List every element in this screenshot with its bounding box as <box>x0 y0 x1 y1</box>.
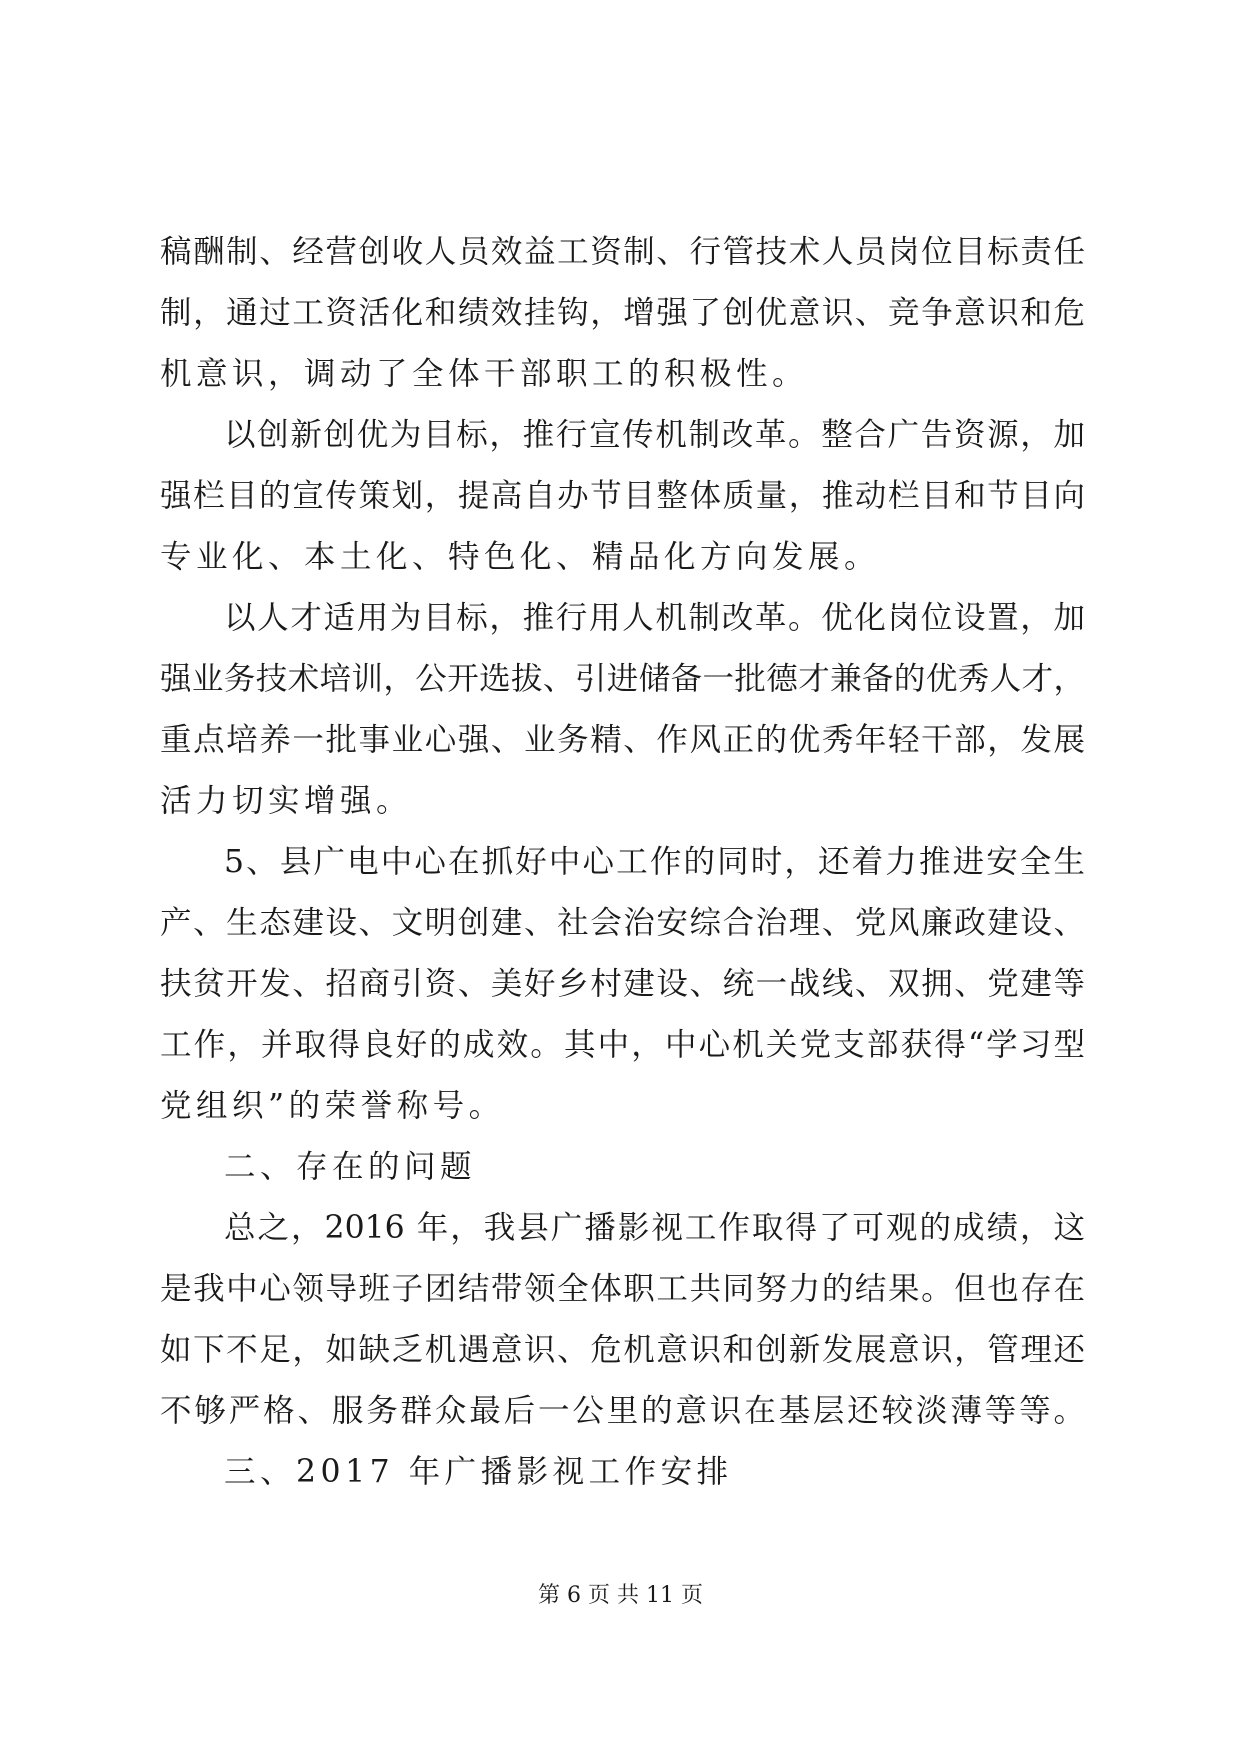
text-line: 党组织”的荣誉称号。 <box>160 1088 505 1124</box>
text-line: 二、存在的问题 <box>224 1149 477 1185</box>
text-line: 总之，2016 年，我县广播影视工作取得了可观的成绩，这 <box>224 1210 1085 1246</box>
text-line: 制，通过工资活化和绩效挂钩，增强了创优意识、竞争意识和危 <box>160 295 1085 331</box>
text-line: 活力切实增强。 <box>160 783 413 819</box>
text-line: 稿酬制、经营创收人员效益工资制、行管技术人员岗位目标责任 <box>160 234 1085 270</box>
text-line: 三、2017 年广播影视工作安排 <box>224 1454 733 1490</box>
text-line: 以创新创优为目标，推行宣传机制改革。整合广告资源，加 <box>224 417 1085 453</box>
text-line: 如下不足，如缺乏机遇意识、危机意识和创新发展意识，管理还 <box>160 1332 1085 1368</box>
text-line: 以人才适用为目标，推行用人机制改革。优化岗位设置，加 <box>224 600 1085 636</box>
text-line: 5、县广电中心在抓好中心工作的同时，还着力推进安全生 <box>224 844 1085 880</box>
text-line: 机意识，调动了全体干部职工的积极性。 <box>160 356 809 392</box>
page-footer: 第 6 页 共 11 页 <box>538 1583 703 1608</box>
text-line: 强栏目的宣传策划，提高自办节目整体质量，推动栏目和节目向 <box>160 478 1085 514</box>
text-line: 不够严格、服务群众最后一公里的意识在基层还较淡薄等等。 <box>160 1393 1085 1429</box>
document-body <box>160 222 1085 1503</box>
text-line: 重点培养一批事业心强、业务精、作风正的优秀年轻干部，发展 <box>160 722 1085 758</box>
text-line: 扶贫开发、招商引资、美好乡村建设、统一战线、双拥、党建等 <box>160 966 1085 1002</box>
text-line: 工作，并取得良好的成效。其中，中心机关党支部获得“学习型 <box>160 1027 1085 1063</box>
text-line: 产、生态建设、文明创建、社会治安综合治理、党风廉政建设、 <box>160 905 1085 941</box>
text-line: 强业务技术培训，公开选拔、引进储备一批德才兼备的优秀人才， <box>160 661 1085 697</box>
text-line: 专业化、本土化、特色化、精品化方向发展。 <box>160 539 881 575</box>
text-line: 是我中心领导班子团结带领全体职工共同努力的结果。但也存在 <box>160 1271 1085 1307</box>
